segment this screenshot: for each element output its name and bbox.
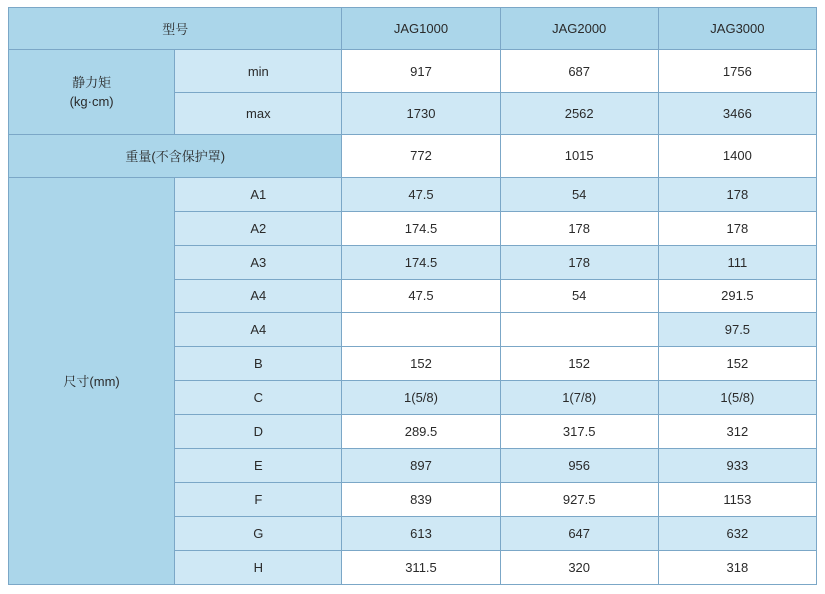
cell-value: 174.5 (342, 211, 500, 245)
cell-value: 2562 (500, 92, 658, 134)
cell-value: 613 (342, 517, 500, 551)
cell-value: 54 (500, 279, 658, 313)
cell-value: 1730 (342, 92, 500, 134)
cell-value: 1(5/8) (658, 381, 816, 415)
cell-value: 772 (342, 135, 500, 177)
row-sub-label: min (175, 50, 342, 92)
cell-value: 47.5 (342, 279, 500, 313)
row-sub-label: H (175, 551, 342, 585)
cell-value: 933 (658, 449, 816, 483)
cell-value: 927.5 (500, 483, 658, 517)
cell-value: 97.5 (658, 313, 816, 347)
cell-value: 320 (500, 551, 658, 585)
cell-value: 956 (500, 449, 658, 483)
row-sub-label: E (175, 449, 342, 483)
table-row (9, 135, 817, 177)
header-model-1: JAG1000 (342, 8, 500, 50)
row-sub-label: A4 (175, 313, 342, 347)
header-model-label: 型号 (9, 8, 342, 50)
specification-table (8, 7, 817, 585)
cell-value: 312 (658, 415, 816, 449)
cell-value: 687 (500, 50, 658, 92)
row-sub-label: A3 (175, 245, 342, 279)
cell-value: 152 (658, 347, 816, 381)
cell-value: 54 (500, 177, 658, 211)
cell-value: 1400 (658, 135, 816, 177)
table-row (9, 177, 817, 211)
row-sub-label: A4 (175, 279, 342, 313)
cell-value (342, 313, 500, 347)
cell-value: 1015 (500, 135, 658, 177)
cell-value: 178 (500, 211, 658, 245)
cell-value: 311.5 (342, 551, 500, 585)
cell-value: 1756 (658, 50, 816, 92)
cell-value: 178 (500, 245, 658, 279)
cell-value (500, 313, 658, 347)
row-sub-label: G (175, 517, 342, 551)
header-model-2: JAG2000 (500, 8, 658, 50)
cell-value: 178 (658, 177, 816, 211)
cell-value: 111 (658, 245, 816, 279)
group-label-static-moment (9, 50, 175, 135)
cell-value: 317.5 (500, 415, 658, 449)
cell-value: 291.5 (658, 279, 816, 313)
table-header-row (9, 8, 817, 50)
row-sub-label: A2 (175, 211, 342, 245)
row-sub-label: A1 (175, 177, 342, 211)
row-sub-label: B (175, 347, 342, 381)
row-sub-label: F (175, 483, 342, 517)
row-label-weight: 重量(不含保护罩) (9, 135, 342, 177)
cell-value: 178 (658, 211, 816, 245)
group-label-dimensions: 尺寸(mm) (9, 177, 175, 584)
cell-value: 3466 (658, 92, 816, 134)
cell-value: 289.5 (342, 415, 500, 449)
cell-value: 318 (658, 551, 816, 585)
cell-value: 839 (342, 483, 500, 517)
header-model-3: JAG3000 (658, 8, 816, 50)
cell-value: 632 (658, 517, 816, 551)
cell-value: 47.5 (342, 177, 500, 211)
row-sub-label: C (175, 381, 342, 415)
row-sub-label: max (175, 92, 342, 134)
cell-value: 152 (500, 347, 658, 381)
group-label-line1: 静力矩 (72, 74, 112, 90)
group-label-line2: (kg·cm) (69, 94, 114, 110)
cell-value: 647 (500, 517, 658, 551)
cell-value: 1(5/8) (342, 381, 500, 415)
cell-value: 917 (342, 50, 500, 92)
cell-value: 1153 (658, 483, 816, 517)
row-sub-label: D (175, 415, 342, 449)
cell-value: 1(7/8) (500, 381, 658, 415)
cell-value: 152 (342, 347, 500, 381)
cell-value: 897 (342, 449, 500, 483)
cell-value: 174.5 (342, 245, 500, 279)
table-row (9, 50, 817, 92)
